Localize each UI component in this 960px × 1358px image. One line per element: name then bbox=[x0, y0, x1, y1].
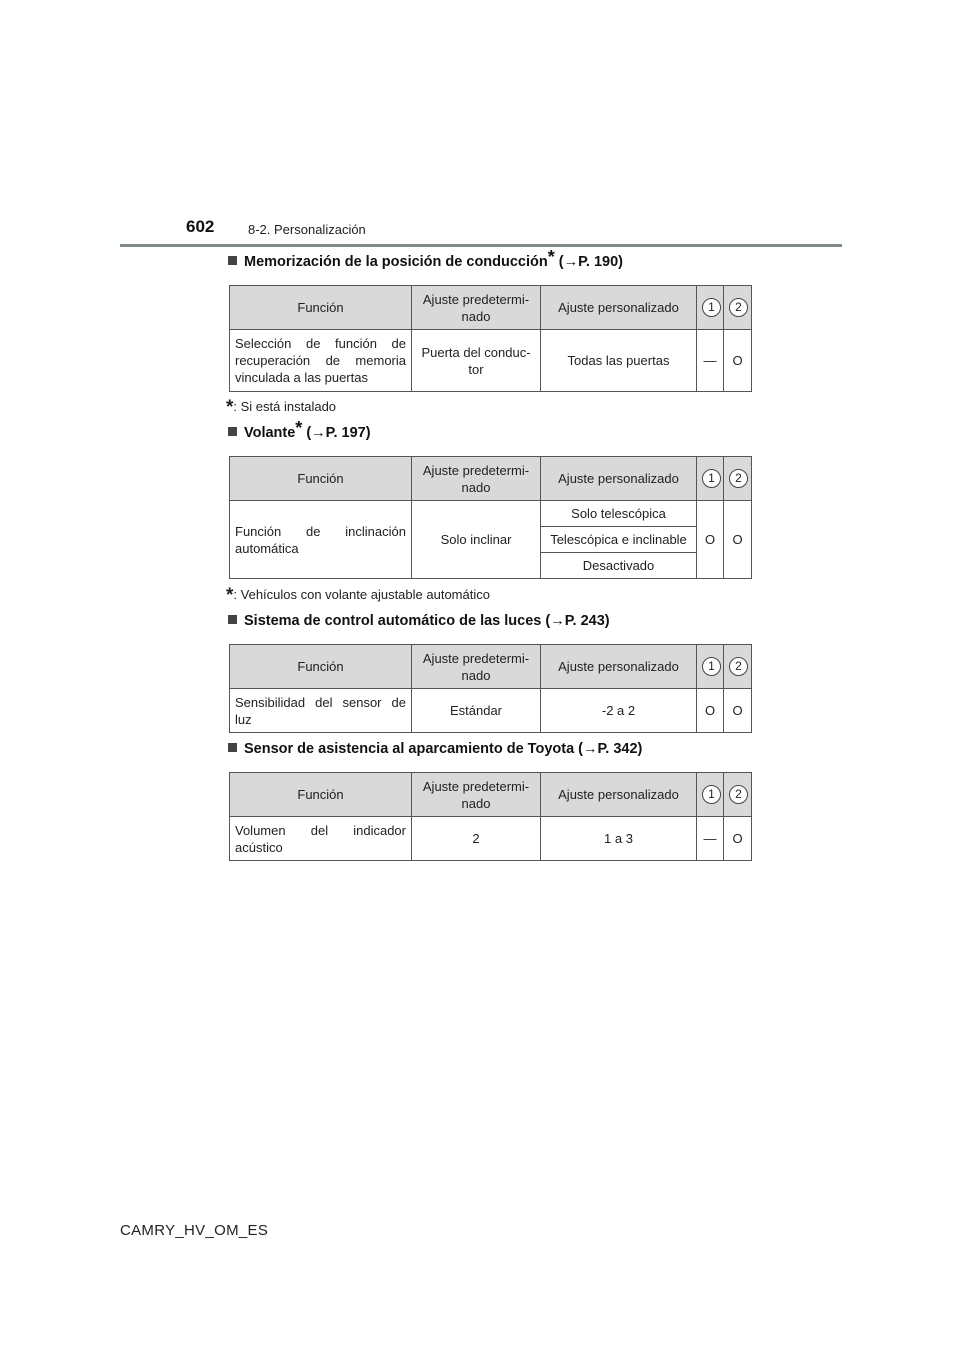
cell-col-1: — bbox=[697, 330, 724, 392]
cell-funcion: Selección de función de recuperación de memoria vinculada a las puertas bbox=[230, 330, 412, 392]
cell-custom: Todas las puertas bbox=[541, 330, 697, 392]
table-header-row bbox=[230, 645, 752, 689]
cell-default: 2 bbox=[412, 817, 541, 861]
circled-2-icon: 2 bbox=[729, 785, 748, 804]
header-col-2 bbox=[724, 645, 752, 689]
cell-default: Estándar bbox=[412, 689, 541, 733]
header-custom: Ajuste personalizado bbox=[541, 645, 697, 689]
circled-1-icon: 1 bbox=[702, 469, 721, 488]
heading-automatic-lights bbox=[228, 613, 610, 629]
page-reference-link[interactable]: (→P. 243) bbox=[545, 613, 610, 629]
header-col-2 bbox=[724, 773, 752, 817]
circled-2-icon: 2 bbox=[729, 469, 748, 488]
header-default: Ajuste predetermi- nado bbox=[412, 645, 541, 689]
cell-col-2: O bbox=[724, 330, 752, 392]
heading-driving-position-memory bbox=[228, 247, 624, 270]
header-funcion: Función bbox=[230, 457, 412, 501]
header-col-2 bbox=[724, 457, 752, 501]
section-label: 8-2. Personalización bbox=[248, 222, 366, 237]
heading-title: Volante bbox=[244, 425, 296, 441]
cell-custom: -2 a 2 bbox=[541, 689, 697, 733]
header-custom: Ajuste personalizado bbox=[541, 286, 697, 330]
heading-parking-assist bbox=[228, 741, 642, 757]
cell-col-1: — bbox=[697, 817, 724, 861]
cell-custom-option: Desactivado bbox=[541, 553, 697, 579]
table-driving-position-memory bbox=[229, 285, 752, 392]
header-custom: Ajuste personalizado bbox=[541, 773, 697, 817]
square-bullet-icon bbox=[228, 615, 237, 624]
asterisk-mark: * bbox=[295, 418, 303, 438]
header-col-1 bbox=[697, 773, 724, 817]
header-col-2 bbox=[724, 286, 752, 330]
cell-col-2: O bbox=[724, 501, 752, 579]
table-automatic-lights bbox=[229, 644, 752, 733]
table-parking-assist bbox=[229, 772, 752, 861]
header-default: Ajuste predetermi- nado bbox=[412, 773, 541, 817]
footnote-automatic-wheel: *: Vehículos con volante ajustable automático bbox=[226, 585, 490, 606]
circled-1-icon: 1 bbox=[702, 785, 721, 804]
circled-2-icon: 2 bbox=[729, 298, 748, 317]
footnote-installed: *: Si está instalado bbox=[226, 397, 337, 418]
cell-funcion: Volumen del indicador acústico bbox=[230, 817, 412, 861]
cell-custom-option: Solo telescópica bbox=[541, 501, 697, 527]
header-col-1 bbox=[697, 645, 724, 689]
table-header-row bbox=[230, 286, 752, 330]
manual-code: CAMRY_HV_OM_ES bbox=[120, 1222, 269, 1239]
table-row bbox=[230, 330, 752, 392]
heading-title: Sensor de asistencia al aparcamiento de Toyota bbox=[244, 741, 575, 757]
page-reference-link[interactable]: (→P. 197) bbox=[306, 425, 371, 441]
header-rule bbox=[120, 244, 842, 247]
cell-col-1: O bbox=[697, 501, 724, 579]
cell-custom: 1 a 3 bbox=[541, 817, 697, 861]
cell-default: Puerta del conduc- tor bbox=[412, 330, 541, 392]
circled-1-icon: 1 bbox=[702, 298, 721, 317]
table-header-row bbox=[230, 457, 752, 501]
heading-steering-wheel bbox=[228, 418, 371, 441]
table-header-row bbox=[230, 773, 752, 817]
header-col-1 bbox=[697, 286, 724, 330]
square-bullet-icon bbox=[228, 256, 237, 265]
page-reference-link[interactable]: (→P. 190) bbox=[558, 254, 624, 270]
header-funcion: Función bbox=[230, 286, 412, 330]
page-reference-link[interactable]: (→P. 342) bbox=[578, 741, 643, 757]
page-number: 602 bbox=[186, 217, 215, 236]
header-default: Ajuste predetermi- nado bbox=[412, 457, 541, 501]
cell-funcion: Sensibilidad del sensor de luz bbox=[230, 689, 412, 733]
cell-custom-option: Telescópica e inclinable bbox=[541, 527, 697, 553]
asterisk-mark: * bbox=[547, 247, 555, 267]
circled-1-icon: 1 bbox=[702, 657, 721, 676]
heading-title: Memorización de la posición de conducción bbox=[244, 254, 548, 270]
header-col-1 bbox=[697, 457, 724, 501]
table-row bbox=[230, 689, 752, 733]
cell-col-1: O bbox=[697, 689, 724, 733]
table-steering-wheel bbox=[229, 456, 752, 579]
header-funcion: Función bbox=[230, 773, 412, 817]
square-bullet-icon bbox=[228, 743, 237, 752]
table-row bbox=[230, 817, 752, 861]
square-bullet-icon bbox=[228, 427, 237, 436]
header-funcion: Función bbox=[230, 645, 412, 689]
header-default: Ajuste predetermi- nado bbox=[412, 286, 541, 330]
table-row bbox=[230, 501, 752, 527]
heading-title: Sistema de control automático de las luces bbox=[244, 613, 542, 629]
circled-2-icon: 2 bbox=[729, 657, 748, 676]
header-custom: Ajuste personalizado bbox=[541, 457, 697, 501]
cell-default: Solo inclinar bbox=[412, 501, 541, 579]
cell-col-2: O bbox=[724, 689, 752, 733]
cell-funcion: Función de inclinación automática bbox=[230, 501, 412, 579]
cell-col-2: O bbox=[724, 817, 752, 861]
